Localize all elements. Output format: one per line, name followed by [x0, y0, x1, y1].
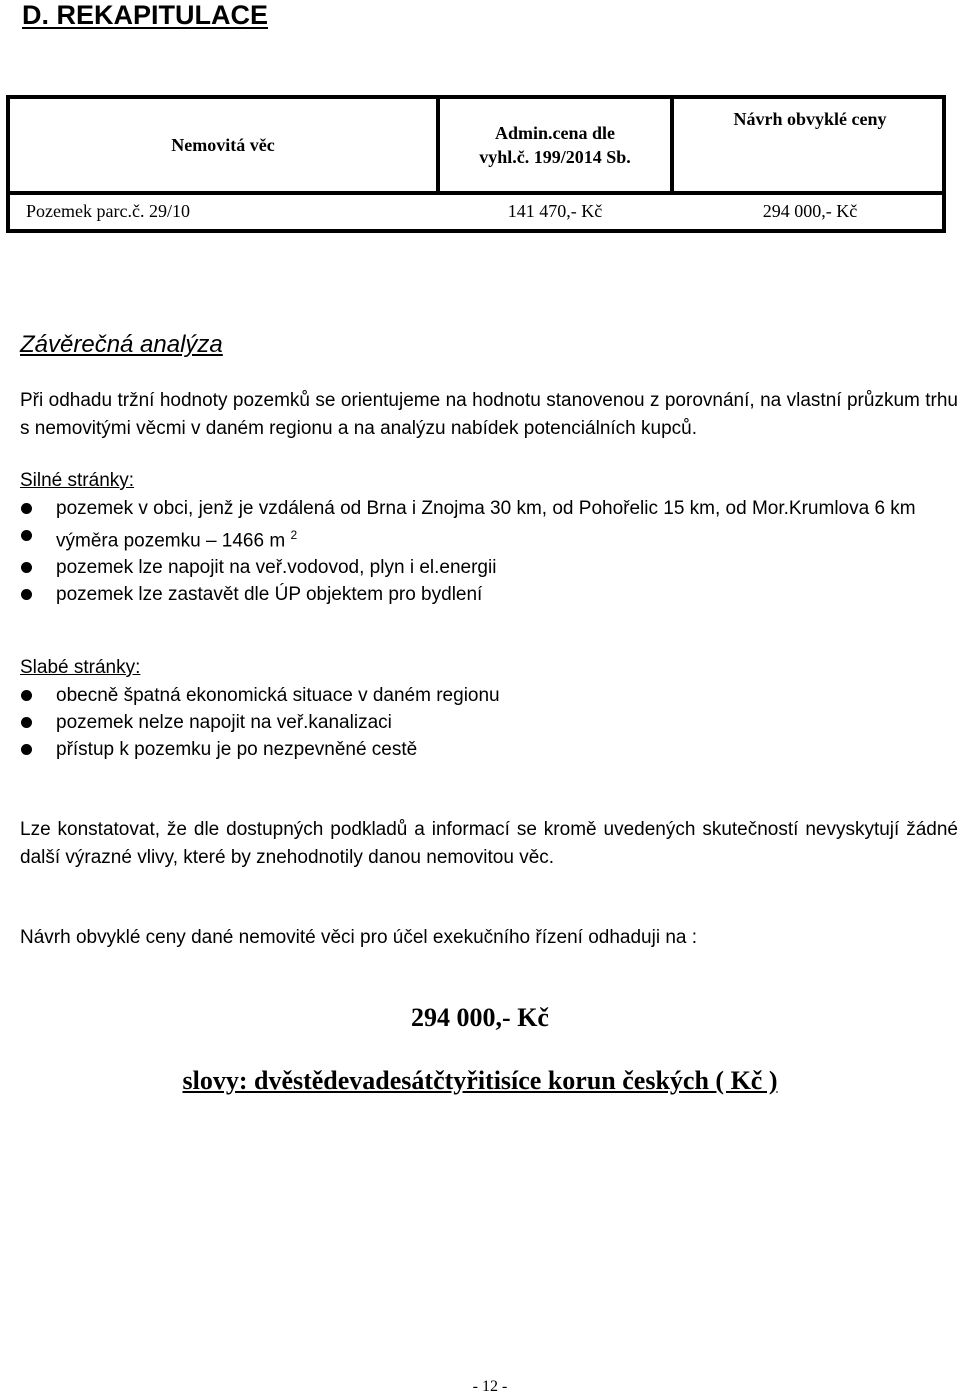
list-item [20, 522, 958, 554]
weakness-text: pozemek nelze napojit na veř.kanalizaci [56, 712, 392, 733]
bullet-icon [21, 690, 32, 701]
recap-table [6, 95, 946, 233]
section-heading: D. REKAPITULACE [22, 0, 269, 30]
bullet-icon [21, 589, 32, 600]
area-unit-superscript: 2 [290, 528, 298, 542]
list-item [20, 581, 958, 608]
header-proposed-price: Návrh obvyklé ceny [733, 109, 887, 129]
weakness-text: obecně špatná ekonomická situace v daném regionu [56, 685, 500, 706]
bullet-icon [21, 503, 32, 514]
final-price: 294 000,- Kč [411, 1003, 549, 1032]
cell-admin-price: 141 470,- Kč [507, 201, 603, 221]
cell-property: Pozemek parc.č. 29/10 [26, 201, 190, 221]
strengths-title: Silné stránky: [20, 470, 135, 491]
weakness-text: přístup k pozemku je po nezpevněné cestě [56, 739, 418, 760]
table-row [10, 195, 942, 227]
conclusion-paragraph: Lze konstatovat, že dle dostupných podkladů a informací se kromě uvedených skutečností nevyskytují žádné další výrazné vlivy, které by znehodnotily danou nemovitou věc. [20, 819, 958, 868]
list-item [20, 709, 958, 736]
header-property: Nemovitá věc [171, 135, 275, 155]
proposal-paragraph: Návrh obvyklé ceny dané nemovité věci pro účel exekučního řízení odhaduji na : [20, 927, 698, 948]
analysis-title: Závěrečná analýza [20, 331, 223, 358]
cell-proposed-price: 294 000,- Kč [762, 201, 858, 221]
header-admin-price [440, 99, 670, 191]
weaknesses-section [20, 654, 958, 763]
bullet-icon [21, 717, 32, 728]
strength-text: pozemek lze napojit na veř.vodovod, plyn i el.energii [56, 557, 497, 579]
table-vline [436, 99, 440, 191]
list-item [20, 495, 958, 522]
table-header-row [10, 99, 942, 191]
strength-text: výměra pozemku – 1466 m [56, 530, 286, 552]
strength-text: pozemek v obci, jenž je vzdálená od Brna i Znojma 30 km, od Pohořelic 15 km, od Mor.Krumlova 6 km [56, 498, 916, 519]
strengths-section [20, 467, 958, 608]
analysis-intro: Při odhadu tržní hodnoty pozemků se orientujeme na hodnotu stanovenou z porovnání, na vlastní průzkum trhu s nemovitými věcmi v daném regionu a na analýzu nabídek potenciálních kupců. [20, 390, 958, 439]
strength-text: pozemek lze zastavět dle ÚP objektem pro bydlení [56, 584, 483, 606]
header-admin-price-line2: vyhl.č. 199/2014 Sb. [479, 147, 631, 167]
bullet-icon [21, 744, 32, 755]
list-item [20, 682, 958, 709]
page-number: - 12 - [472, 1378, 508, 1395]
header-admin-price-line1: Admin.cena dle [494, 123, 615, 143]
price-in-words: slovy: dvěstědevadesátčtyřitisíce korun českých ( Kč ) [182, 1066, 778, 1095]
list-item [20, 736, 958, 763]
table-vline [670, 99, 674, 191]
weaknesses-title: Slabé stránky: [20, 657, 141, 678]
bullet-icon [21, 530, 32, 541]
bullet-icon [21, 562, 32, 573]
list-item [20, 554, 958, 581]
